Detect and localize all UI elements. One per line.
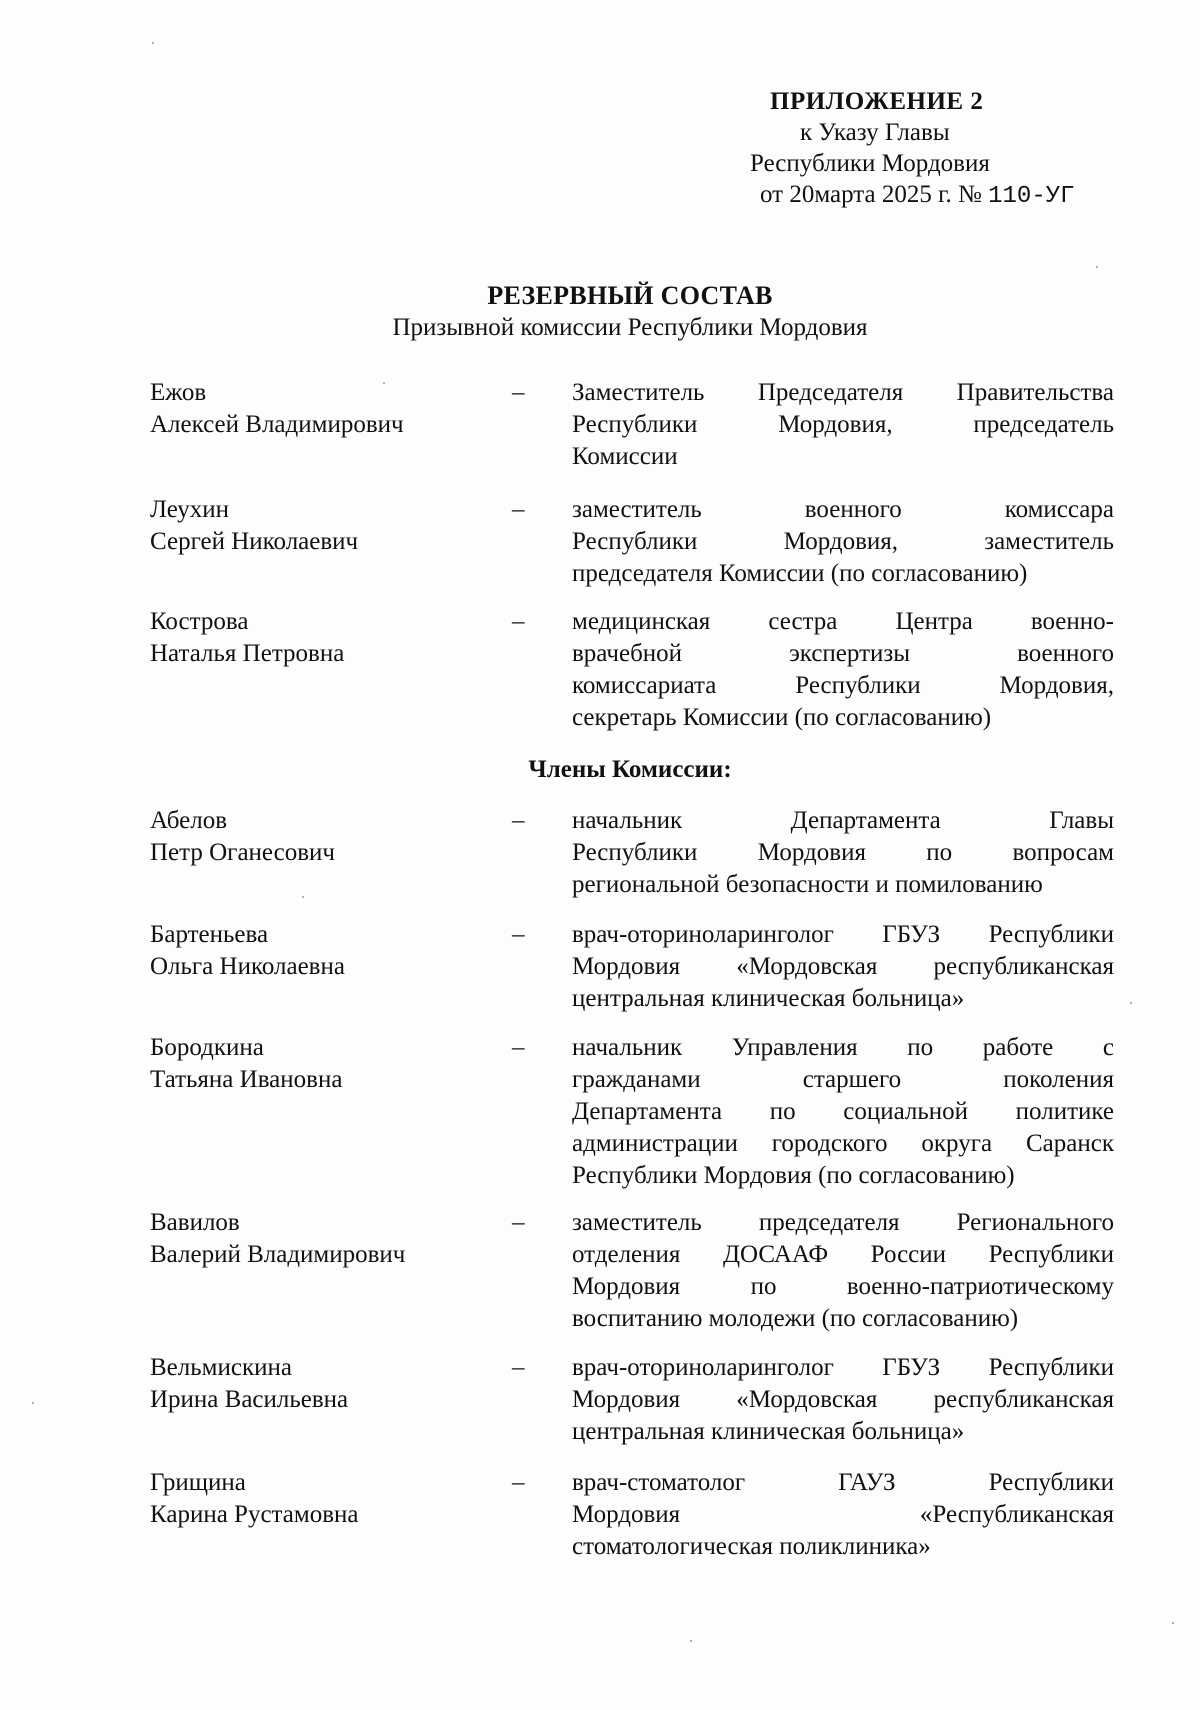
position-line: Мордовия по военно-патриотическому [572, 1273, 1114, 1300]
position-line: Мордовия «Мордовская республиканская [572, 1386, 1114, 1413]
document-heading [0, 280, 1200, 344]
member-position [572, 606, 1114, 734]
members-section-title: Члены Комиссии: [528, 756, 732, 783]
appendix-line-date [740, 179, 1140, 212]
scan-speck [1172, 1622, 1174, 1624]
position-line: секретарь Комиссии (по согласованию) [572, 704, 992, 731]
scan-speck [1096, 266, 1098, 268]
position-line: Комиссии [572, 443, 678, 470]
dash-separator: – [512, 496, 525, 523]
member-surname: Кострова [150, 608, 249, 635]
position-line: гражданами старшего поколения [572, 1066, 1114, 1093]
member-given-name: Ольга Николаевна [150, 953, 345, 980]
appendix-line-republic: Республики Мордовия [750, 150, 990, 177]
position-line: Республики Мордовия, председатель [572, 411, 1114, 438]
dash-separator: – [512, 1469, 525, 1496]
scan-speck [383, 382, 385, 384]
member-given-name: Ирина Васильевна [150, 1386, 349, 1413]
position-line: центральная клиническая больница» [572, 985, 965, 1012]
member-surname: Вельмискина [150, 1354, 292, 1381]
appendix-line-decree: к Указу Главы [800, 119, 950, 146]
position-line: региональной безопасности и помилованию [572, 871, 1043, 898]
dash-separator: – [512, 608, 525, 635]
member-position [572, 919, 1114, 1015]
position-line: отделения ДОСААФ России Республики [572, 1241, 1114, 1268]
position-line: председателя Комиссии (по согласованию) [572, 560, 1028, 587]
member-surname: Бартеньева [150, 921, 269, 948]
dash-separator: – [512, 379, 525, 406]
dash-separator: – [512, 807, 525, 834]
position-line: Мордовия «Мордовская республиканская [572, 953, 1114, 980]
appendix-title: ПРИЛОЖЕНИЕ 2 [770, 88, 984, 115]
member-position [572, 494, 1114, 590]
document-subtitle: Призывной комиссии Республики Мордовия [392, 314, 868, 341]
position-line: комиссариата Республики Мордовия, [572, 672, 1114, 699]
appendix-date-text: от 20марта 2025 г. № [760, 181, 982, 208]
position-line: Республики Мордовия (по согласованию) [572, 1162, 1015, 1189]
position-line: заместитель председателя Регионального [572, 1209, 1114, 1236]
member-position [572, 1207, 1114, 1335]
member-name [150, 805, 490, 869]
member-surname: Вавилов [150, 1209, 240, 1236]
member-position [572, 1467, 1114, 1563]
member-given-name: Сергей Николаевич [150, 528, 359, 555]
member-given-name: Татьяна Ивановна [150, 1066, 343, 1093]
member-name [150, 1352, 490, 1416]
dash-separator: – [512, 1209, 525, 1236]
member-name [150, 1207, 490, 1271]
position-line: Мордовия «Республиканская [572, 1501, 1114, 1528]
scan-speck [32, 1402, 34, 1404]
scan-speck [690, 1640, 692, 1642]
member-given-name: Алексей Владимирович [150, 411, 404, 438]
member-name [150, 919, 490, 983]
position-line: начальник Департамента Главы [572, 807, 1114, 834]
position-line: центральная клиническая больница» [572, 1418, 965, 1445]
member-surname: Абелов [150, 807, 228, 834]
member-position [572, 1032, 1114, 1192]
member-name [150, 377, 490, 441]
position-line: Департамента по социальной политике [572, 1098, 1114, 1125]
position-line: врач-оториноларинголог ГБУЗ Республики [572, 1354, 1114, 1381]
member-position [572, 1352, 1114, 1448]
member-surname: Леухин [150, 496, 230, 523]
scan-speck [1130, 1002, 1132, 1004]
position-line: врач-стоматолог ГАУЗ Республики [572, 1469, 1114, 1496]
member-surname: Грищина [150, 1469, 246, 1496]
member-name [150, 1467, 490, 1531]
dash-separator: – [512, 921, 525, 948]
scan-speck [152, 42, 154, 44]
member-given-name: Валерий Владимирович [150, 1241, 406, 1268]
member-given-name: Петр Оганесович [150, 839, 335, 866]
position-line: стоматологическая поликлиника» [572, 1533, 931, 1560]
position-line: Заместитель Председателя Правительства [572, 379, 1114, 406]
member-name [150, 494, 490, 558]
member-given-name: Карина Рустамовна [150, 1501, 359, 1528]
position-line: заместитель военного комиссара [572, 496, 1114, 523]
appendix-block [740, 86, 1140, 212]
dash-separator: – [512, 1354, 525, 1381]
member-position [572, 805, 1114, 901]
appendix-decree-number: 110-УГ [988, 183, 1075, 210]
scan-speck [302, 896, 304, 898]
member-name [150, 1032, 490, 1096]
position-line: Республики Мордовия по вопросам [572, 839, 1114, 866]
position-line: администрации городского округа Саранск [572, 1130, 1114, 1157]
member-surname: Ежов [150, 379, 207, 406]
member-given-name: Наталья Петровна [150, 640, 345, 667]
position-line: врач-оториноларинголог ГБУЗ Республики [572, 921, 1114, 948]
dash-separator: – [512, 1034, 525, 1061]
position-line: воспитанию молодежи (по согласованию) [572, 1305, 1019, 1332]
position-line: медицинская сестра Центра военно- [572, 608, 1114, 635]
document-title: РЕЗЕРВНЫЙ СОСТАВ [487, 281, 773, 310]
position-line: Республики Мордовия, заместитель [572, 528, 1114, 555]
member-surname: Бородкина [150, 1034, 264, 1061]
member-name [150, 606, 490, 670]
position-line: начальник Управления по работе с [572, 1034, 1114, 1061]
member-position [572, 377, 1114, 473]
position-line: врачебной экспертизы военного [572, 640, 1114, 667]
